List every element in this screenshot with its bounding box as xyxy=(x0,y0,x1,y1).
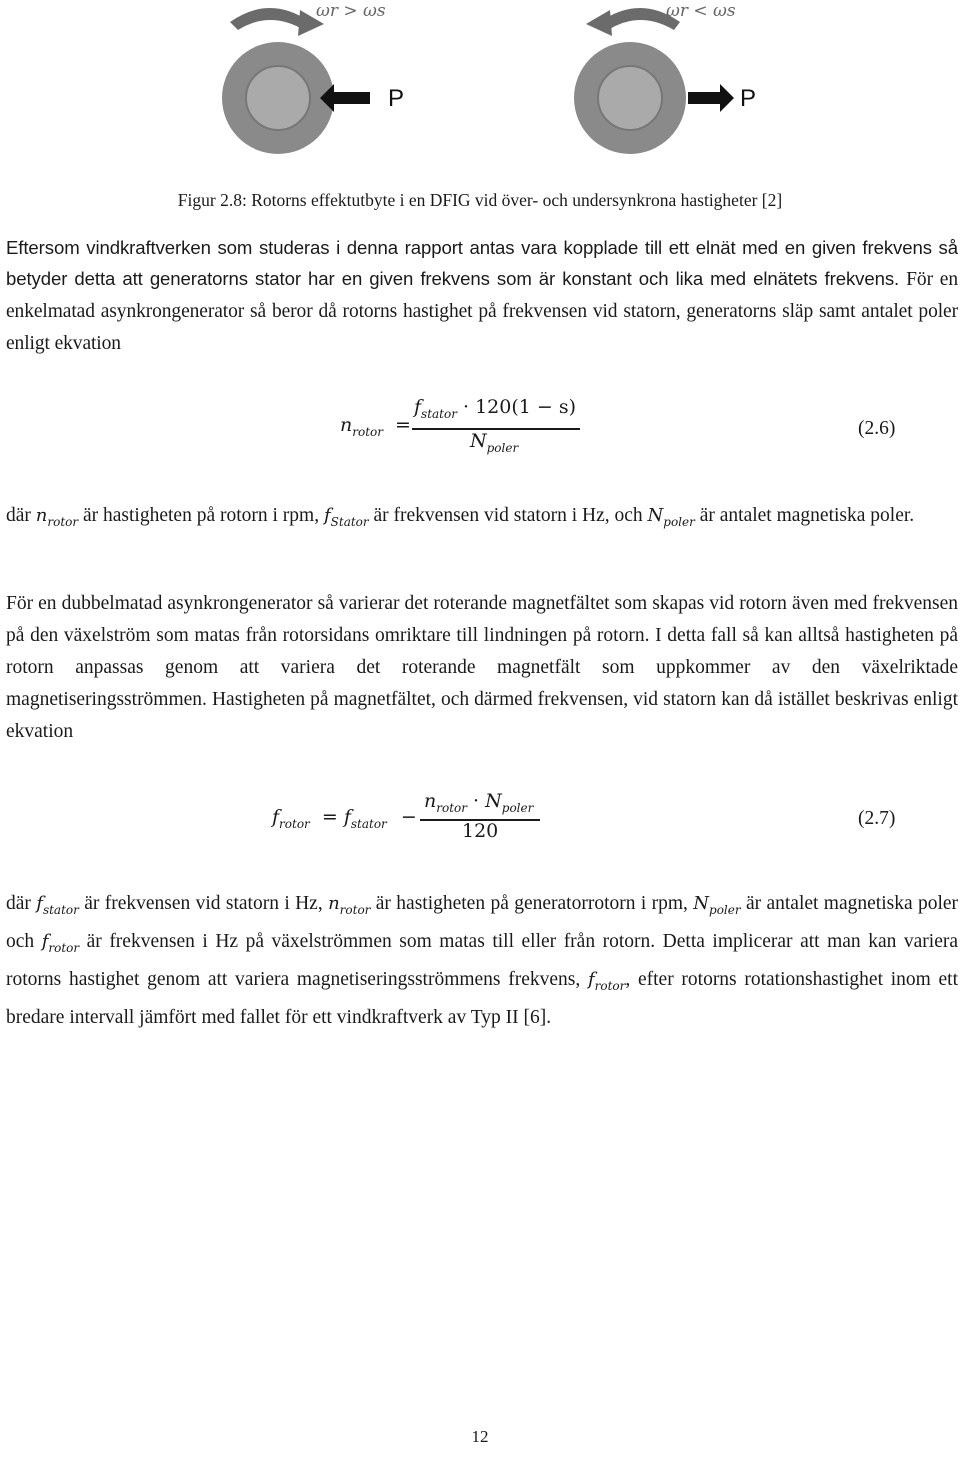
right-panel xyxy=(574,1,756,154)
text-span: rotor xyxy=(48,941,80,955)
power-label: P xyxy=(388,85,405,112)
text-span: n xyxy=(328,893,340,914)
var-f-rotor xyxy=(41,931,80,955)
figure-2-8 xyxy=(200,0,800,178)
text-span: rotor xyxy=(594,979,626,993)
text-span: = xyxy=(321,806,338,828)
text-span: rotor xyxy=(352,425,383,439)
power-arrow-shaft xyxy=(688,92,720,104)
var-n-poler xyxy=(693,893,741,917)
text-span: där xyxy=(6,505,31,526)
var-f-stator xyxy=(323,505,369,529)
text-span: rotor xyxy=(339,903,371,917)
text-span: f xyxy=(323,505,331,526)
text-span: N xyxy=(647,505,664,526)
text-span: rotor xyxy=(47,515,79,529)
text-span: är hastigheten på generatorrotorn i rpm, xyxy=(375,893,688,914)
text-span: är frekvensen vid statorn i Hz, och xyxy=(373,505,643,526)
rotor-circle xyxy=(598,66,662,130)
text-span: N xyxy=(485,790,502,812)
text-span: är antalet magnetiska poler och xyxy=(6,893,959,952)
paragraph-2 xyxy=(6,500,958,538)
var-n-rotor xyxy=(328,893,371,917)
power-arrow-shaft xyxy=(334,92,370,104)
var-n-rotor xyxy=(35,505,79,529)
text-span: rotor xyxy=(436,801,467,815)
text-span: 120 xyxy=(462,820,499,842)
text-span: är hastigheten på rotorn i rpm, xyxy=(83,505,320,526)
var-f-stator xyxy=(36,893,79,917)
text-span: = xyxy=(395,414,411,436)
power-arrow-head-icon xyxy=(720,84,734,112)
rotation-arrow-icon xyxy=(230,8,310,30)
rotor-circle xyxy=(246,66,310,130)
text-span: poler xyxy=(486,441,519,455)
eq26-lhs xyxy=(340,414,411,439)
equation-number: (2.7) xyxy=(858,808,896,829)
text-span: poler xyxy=(709,903,741,917)
text-span: är frekvensen vid statorn i Hz, xyxy=(84,893,323,914)
paragraph-1-serif-text: För en enkelmatad asynkrongenerator så beror då rotorns hastighet på frekvensen vid statorn, generatorns släp samt antalet poler enligt ekvation xyxy=(6,269,958,354)
text-span: · xyxy=(473,790,480,812)
page-number: 12 xyxy=(471,1427,489,1446)
eq27-lhs xyxy=(272,806,417,831)
text-span: n xyxy=(340,414,353,436)
text-span: är antalet magnetiska poler. xyxy=(699,505,915,526)
var-n-poler xyxy=(647,505,695,529)
text-span: är frekvensen i Hz på växelströmmen som matas till eller från rotorn. Detta implicerar att man kan variera rotorns hastighet genom att variera magnetiseringsströmmens frekvens, xyxy=(6,931,958,990)
omega-label: ωr > ωs xyxy=(316,1,386,21)
power-label: P xyxy=(740,85,757,112)
text-span: f xyxy=(414,396,422,418)
text-span: Stator xyxy=(330,515,369,529)
left-panel xyxy=(222,1,404,154)
var-f-rotor xyxy=(587,969,626,993)
figure-caption: Figur 2.8: Rotorns effektutbyte i en DFIG vid över- och undersynkrona hastigheter [2] xyxy=(177,190,783,210)
eq27-denominator xyxy=(462,820,498,842)
text-span: n xyxy=(424,790,437,812)
text-span: f xyxy=(272,806,280,828)
omega-label: ωr < ωs xyxy=(666,1,736,21)
text-span: n xyxy=(35,505,48,526)
paragraph-1-sans-text: Eftersom vindkraftverken som studeras i denna rapport antas vara kopplade till ett elnät med en given frekvens så betyder detta att generatorns stator har en given frekvens som är konstant och lika med elnätets frekvens. xyxy=(6,237,958,289)
text-span: · 120(1 − s) xyxy=(463,396,577,418)
paragraph-4 xyxy=(6,888,958,1034)
text-span: f xyxy=(343,806,351,828)
text-span: stator xyxy=(42,903,79,917)
text-span: poler xyxy=(501,801,534,815)
text-span: poler xyxy=(663,515,695,529)
text-span: , efter rotorns rotationshastighet inom ett bredare intervall jämfört med fallet för ett vindkraftverk av Typ II [6]. xyxy=(6,969,958,1028)
dfig-power-exchange-diagram xyxy=(200,0,800,178)
paragraph-1 xyxy=(6,232,958,359)
eq26-numerator xyxy=(414,396,576,421)
text-span: stator xyxy=(350,817,387,831)
text-span: rotor xyxy=(279,817,310,831)
text-span: stator xyxy=(421,407,457,421)
paragraph-3: För en dubbelmatad asynkrongenerator så varierar det roterande magnetfältet som skapas vid rotorn även med frekvensen på den växelström som matas från rotorsidans omriktare till lindningen på rotorn. I detta fall så kan alltså hastigheten på rotorn anpassas genom att variera det roterande magnetfält som uppkommer av den växelriktade magnetiseringsströmmen. Hastigheten på magnetfältet, och därmed frekvensen, vid statorn kan då istället beskrivas enligt ekvation xyxy=(6,593,958,742)
text-span: N xyxy=(693,893,710,914)
eq27-numerator xyxy=(424,790,533,815)
text-span: f xyxy=(41,931,49,952)
rotation-arrowhead-icon xyxy=(586,10,612,36)
text-span: − xyxy=(400,806,417,828)
eq26-denominator xyxy=(470,430,518,455)
text-span: N xyxy=(470,430,487,452)
text-span: där xyxy=(6,893,31,914)
equation-number: (2.6) xyxy=(858,418,896,439)
text-span: f xyxy=(36,893,43,914)
text-span: f xyxy=(587,969,595,990)
